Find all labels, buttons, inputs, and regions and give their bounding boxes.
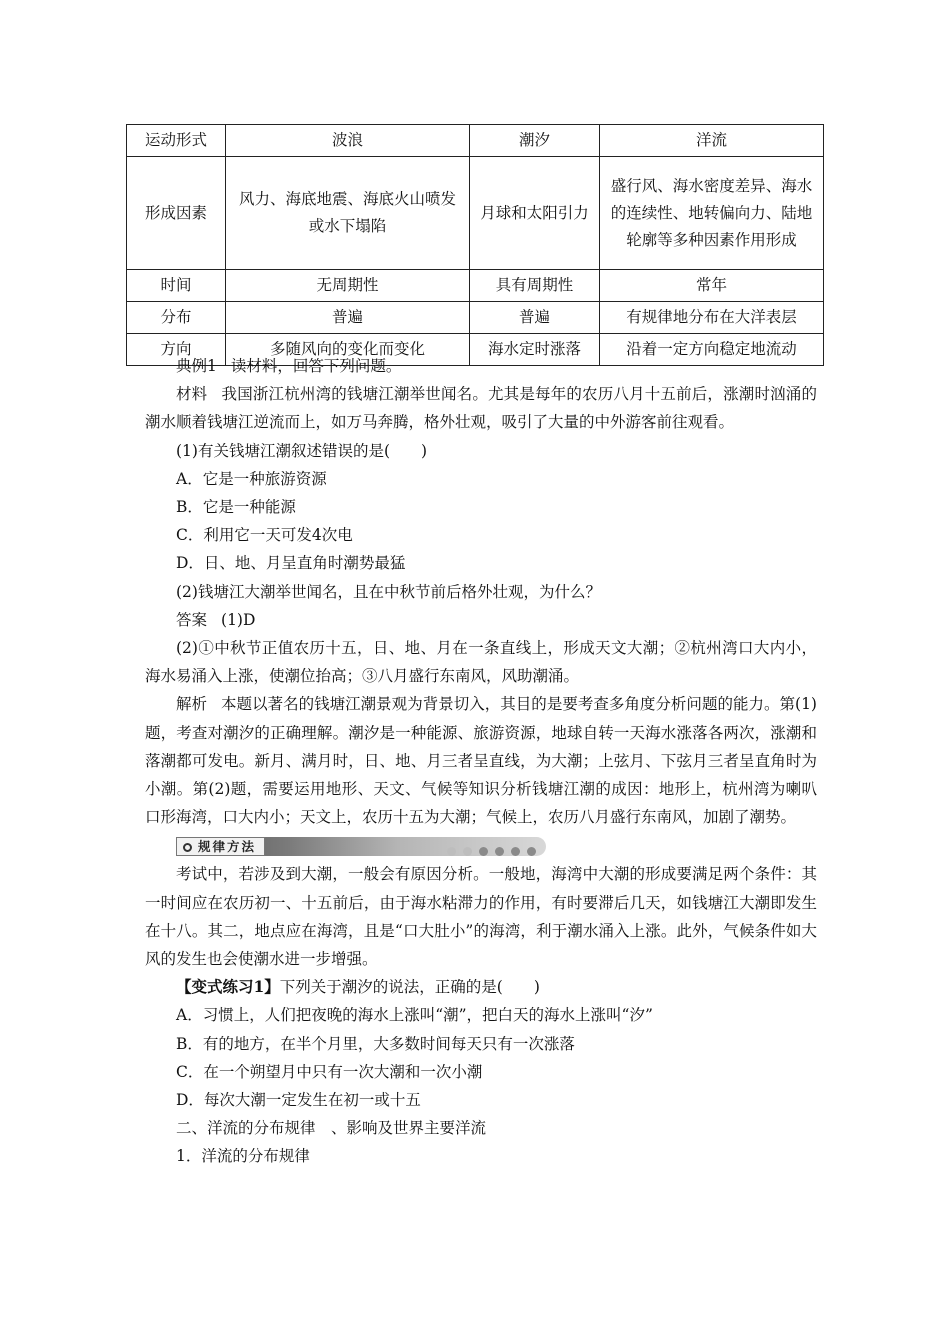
table-cell: 多随风向的变化而变化 — [226, 334, 470, 366]
table-cell: 具有周期性 — [470, 270, 600, 302]
decorative-dots-icon — [440, 842, 536, 860]
table-cell: 盛行风、海水密度差异、海水的连续性、地转偏向力、陆地轮廓等多种因素作用形成 — [600, 157, 824, 270]
table-row — [127, 157, 824, 270]
table-cell: 风力、海底地震、海底火山喷发或水下塌陷 — [226, 157, 470, 270]
analysis-paragraph — [145, 690, 817, 831]
method-text: 考试中，若涉及到大潮，一般会有原因分析。一般地，海湾中大潮的形成要满足两个条件：其一时间应在农历初一、十五前后，由于海水粘滞力的作用，有时要滞后几天，如钱塘江大潮即发生在十八。其二，地点应在海湾，且是“口大肚小”的海湾，利于潮水涌入上涨。此外，气候条件如大风的发生也会使潮水进一步增强。 — [145, 865, 817, 969]
exercise-title: 【变式练习1】 — [176, 977, 280, 997]
answer-2: (2)①中秋节正值农历十五，日、地、月在一条直线上，形成天文大潮；②杭州湾口大内小，海水易涌入上涨，使潮位抬高；③八月盛行东南风，风助潮涌。 — [145, 639, 817, 686]
answer-label: 答案 — [176, 610, 208, 629]
option-d: D．日、地、月呈直角时潮势最猛 — [176, 554, 406, 573]
section-heading: 二、洋流的分布规律 、影响及世界主要洋流 — [176, 1119, 487, 1138]
exercise-heading — [145, 973, 817, 1001]
exercise-option-b: B．有的地方，在半个月里，大多数时间每天只有一次涨落 — [176, 1034, 575, 1053]
table-cell: 沿着一定方向稳定地流动 — [600, 334, 824, 366]
method-banner-label: 规律方法 — [176, 837, 265, 856]
table-header-cell: 潮汐 — [470, 125, 600, 157]
exercise-question: 下列关于潮汐的说法，正确的是( ) — [279, 978, 540, 997]
table-cell: 时间 — [127, 270, 226, 302]
analysis-text: 本题以著名的钱塘江潮景观为背景切入，其目的是要考查多角度分析问题的能力。第(1)题，考查对潮汐的正确理解。潮汐是一种能源、旅游资源，地球自转一天海水涨落各两次，涨潮和落潮都可发电。新月、满月时，日、地、月三者呈直线，为大潮；上弦月、下弦月三者呈直角时为小潮。第(2)题，需要运用地形、天文、气候等知识分析钱塘江潮的成因：地形上，杭州湾为喇叭口形海湾，口大内小；天文上，农历十五为大潮；气候上，农历八月盛行东南风，加剧了潮势。 — [145, 695, 817, 827]
material-paragraph — [145, 380, 817, 436]
comparison-table — [126, 124, 824, 366]
option-a: A．它是一种旅游资源 — [176, 469, 327, 488]
example-heading — [145, 352, 817, 380]
table-cell: 无周期性 — [226, 270, 470, 302]
material-text: 我国浙江杭州湾的钱塘江潮举世闻名。尤其是每年的农历八月十五前后，涨潮时汹涌的潮水顺着钱塘江逆流而上，如万马奔腾，格外壮观，吸引了大量的中外游客前往观看。 — [145, 385, 817, 432]
table-header-cell: 洋流 — [600, 125, 824, 157]
table-cell: 海水定时涨落 — [470, 334, 600, 366]
answer-line — [145, 606, 817, 634]
table-cell: 月球和太阳引力 — [470, 157, 600, 270]
example-title: 典例1 — [176, 357, 217, 375]
table-cell: 形成因素 — [127, 157, 226, 270]
table-header-row — [127, 125, 824, 157]
table-header-cell: 波浪 — [226, 125, 470, 157]
section-subheading: 1．洋流的分布规律 — [176, 1147, 310, 1166]
table-cell: 有规律地分布在大洋表层 — [600, 302, 824, 334]
answer-1: (1)D — [221, 610, 256, 629]
exercise-option-d: D．每次大潮一定发生在初一或十五 — [176, 1091, 421, 1110]
exercise-option-a: A．习惯上，人们把夜晚的海水上涨叫“潮”，把白天的海水上涨叫“汐” — [176, 1006, 653, 1025]
question-1: (1)有关钱塘江潮叙述错误的是( ) — [176, 441, 428, 460]
table-header-cell: 运动形式 — [127, 125, 226, 157]
method-banner — [176, 837, 546, 856]
example-instruction: 读材料，回答下列问题。 — [230, 357, 402, 375]
table-cell: 普遍 — [226, 302, 470, 334]
option-b: B．它是一种能源 — [176, 498, 296, 517]
table-row — [127, 302, 824, 334]
table-cell: 普遍 — [470, 302, 600, 334]
table-cell: 常年 — [600, 270, 824, 302]
exercise-option-c: C．在一个朔望月中只有一次大潮和一次小潮 — [176, 1062, 483, 1081]
body-text — [145, 352, 817, 1171]
table-row — [127, 270, 824, 302]
analysis-label: 解析 — [176, 695, 208, 714]
table-cell: 方向 — [127, 334, 226, 366]
question-2: (2)钱塘江大潮举世闻名，且在中秋节前后格外壮观，为什么？ — [176, 582, 601, 601]
table-cell: 分布 — [127, 302, 226, 334]
option-c: C．利用它一天可发4次电 — [176, 526, 353, 545]
target-icon — [183, 843, 192, 852]
material-label: 材料 — [176, 385, 208, 404]
